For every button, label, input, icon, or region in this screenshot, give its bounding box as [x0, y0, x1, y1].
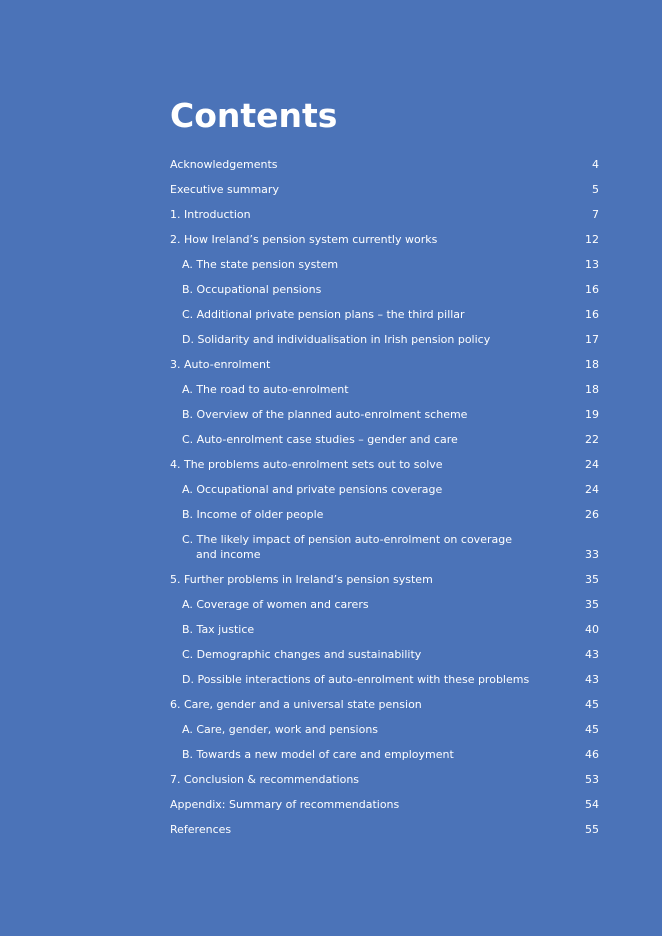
- toc-entry[interactable]: [170, 695, 599, 720]
- toc-entry-label: C. Auto-enrolment case studies – gender and care: [182, 433, 458, 446]
- toc-entry-label: A. The road to auto-enrolment: [182, 383, 349, 396]
- toc-subentry[interactable]: [170, 255, 599, 280]
- toc-entry[interactable]: [170, 570, 599, 595]
- toc-entry-label: C. Demographic changes and sustainability: [182, 648, 422, 661]
- toc-entry-page: 43: [585, 673, 599, 686]
- toc-entry-label: B. Towards a new model of care and employment: [182, 748, 454, 761]
- toc-entry[interactable]: [170, 820, 599, 845]
- toc-entry-page: 53: [585, 773, 599, 786]
- toc-entry[interactable]: [170, 180, 599, 205]
- toc-subentry[interactable]: [170, 505, 599, 530]
- toc-subentry[interactable]: [170, 530, 599, 570]
- toc-entry-page: 16: [585, 283, 599, 296]
- toc-entry-label: References: [170, 823, 232, 836]
- toc-entry-page: 4: [592, 158, 599, 171]
- toc-entry-page: 55: [585, 823, 599, 836]
- toc-entry-label: A. Care, gender, work and pensions: [182, 723, 379, 736]
- table-of-contents: [170, 155, 599, 845]
- toc-entry-page: 24: [585, 483, 599, 496]
- toc-entry-page: 33: [585, 548, 599, 561]
- toc-entry-page: 19: [585, 408, 599, 421]
- toc-entry-page: 40: [585, 623, 599, 636]
- toc-entry-page: 43: [585, 648, 599, 661]
- toc-entry-label: Executive summary: [170, 183, 279, 196]
- toc-entry-page: 46: [585, 748, 599, 761]
- toc-entry-label: 7. Conclusion & recommendations: [170, 773, 360, 786]
- toc-entry-label: D. Possible interactions of auto-enrolment with these problems: [182, 673, 530, 686]
- toc-entry-page: 16: [585, 308, 599, 321]
- toc-entry-label: B. Overview of the planned auto-enrolment scheme: [182, 408, 468, 421]
- toc-entry-label: A. The state pension system: [182, 258, 339, 271]
- toc-subentry[interactable]: [170, 595, 599, 620]
- toc-subentry[interactable]: [170, 745, 599, 770]
- toc-entry-label: 4. The problems auto-enrolment sets out to solve: [170, 458, 443, 471]
- toc-entry-label: 1. Introduction: [170, 208, 251, 221]
- toc-entry-label: A. Occupational and private pensions coverage: [182, 483, 443, 496]
- toc-entry-page: 18: [585, 358, 599, 371]
- toc-entry-page: 17: [585, 333, 599, 346]
- toc-entry-page: 54: [585, 798, 599, 811]
- toc-subentry[interactable]: [170, 405, 599, 430]
- toc-entry-label: [182, 532, 532, 562]
- toc-entry[interactable]: [170, 770, 599, 795]
- toc-entry-page: 18: [585, 383, 599, 396]
- toc-entry-label: B. Occupational pensions: [182, 283, 322, 296]
- toc-subentry[interactable]: [170, 620, 599, 645]
- toc-entry-label: Acknowledgements: [170, 158, 278, 171]
- page-title: Contents: [170, 96, 338, 135]
- toc-entry-label: D. Solidarity and individualisation in Irish pension policy: [182, 333, 491, 346]
- toc-entry-page: 7: [592, 208, 599, 221]
- toc-entry-label-line2: and income: [196, 548, 261, 561]
- toc-subentry[interactable]: [170, 330, 599, 355]
- toc-entry-page: 13: [585, 258, 599, 271]
- toc-entry-label: 6. Care, gender and a universal state pension: [170, 698, 422, 711]
- toc-subentry[interactable]: [170, 380, 599, 405]
- toc-subentry[interactable]: [170, 430, 599, 455]
- toc-entry-label: 2. How Ireland’s pension system currently works: [170, 233, 438, 246]
- toc-entry[interactable]: [170, 355, 599, 380]
- toc-entry-label: 5. Further problems in Ireland’s pension system: [170, 573, 433, 586]
- toc-subentry[interactable]: [170, 720, 599, 745]
- toc-entry-page: 45: [585, 723, 599, 736]
- toc-subentry[interactable]: [170, 670, 599, 695]
- toc-entry-page: 45: [585, 698, 599, 711]
- toc-entry[interactable]: [170, 205, 599, 230]
- toc-entry-page: 12: [585, 233, 599, 246]
- toc-subentry[interactable]: [170, 480, 599, 505]
- toc-entry-label: 3. Auto-enrolment: [170, 358, 271, 371]
- toc-subentry[interactable]: [170, 305, 599, 330]
- toc-entry[interactable]: [170, 795, 599, 820]
- toc-entry[interactable]: [170, 230, 599, 255]
- toc-subentry[interactable]: [170, 645, 599, 670]
- toc-entry-label: B. Income of older people: [182, 508, 324, 521]
- toc-entry-page: 5: [592, 183, 599, 196]
- toc-entry-label: C. Additional private pension plans – the third pillar: [182, 308, 465, 321]
- toc-entry-page: 26: [585, 508, 599, 521]
- toc-entry-page: 35: [585, 598, 599, 611]
- toc-entry-page: 22: [585, 433, 599, 446]
- toc-entry-label: Appendix: Summary of recommendations: [170, 798, 400, 811]
- toc-entry[interactable]: [170, 155, 599, 180]
- toc-entry-label-line1: C. The likely impact of pension auto-enrolment on coverage: [182, 533, 512, 546]
- toc-entry-page: 35: [585, 573, 599, 586]
- toc-entry[interactable]: [170, 455, 599, 480]
- toc-subentry[interactable]: [170, 280, 599, 305]
- toc-entry-label: A. Coverage of women and carers: [182, 598, 369, 611]
- toc-entry-label: B. Tax justice: [182, 623, 255, 636]
- toc-entry-page: 24: [585, 458, 599, 471]
